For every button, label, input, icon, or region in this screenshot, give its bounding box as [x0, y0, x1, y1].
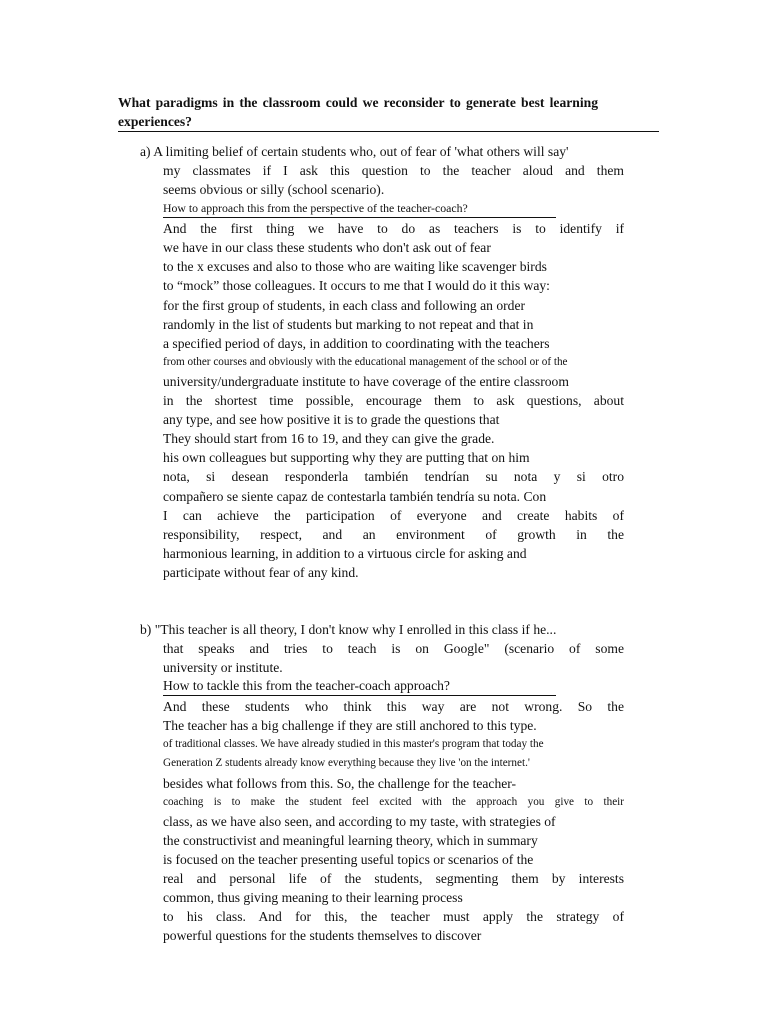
- section-a-body: [163, 161, 624, 582]
- text-line: to “mock” those colleagues. It occurs to me that I would do it this way:: [163, 278, 550, 294]
- text-line: The teacher has a big challenge if they are still anchored to this type.: [163, 718, 537, 734]
- text-line: And the first thing we have to do as teachers is to identify if: [163, 221, 624, 237]
- text-line: to the x excuses and also to those who are waiting like scavenger birds: [163, 259, 547, 275]
- text-line: from other courses and obviously with the educational management of the school or of the: [163, 355, 568, 368]
- text-line: compañero se siente capaz de contestarla también tendría su nota. Con: [163, 488, 547, 504]
- text-line: we have in our class these students who don't ask out of fear: [163, 240, 491, 256]
- text-line: of traditional classes. We have already studied in this master's program that today the: [163, 738, 544, 751]
- text-line: the constructivist and meaningful learning theory, which in summary: [163, 832, 538, 848]
- section-a-subheading: How to approach this from the perspective of the teacher-coach?: [163, 199, 556, 218]
- text-line: participate without fear of any kind.: [163, 564, 359, 580]
- text-line: real and personal life of the students, segmenting them by interests: [163, 871, 624, 887]
- heading-rule: [118, 131, 659, 132]
- section-b-first-line: b) "This teacher is all theory, I don't know why I enrolled in this class if he...: [140, 622, 557, 637]
- text-line: university or institute.: [163, 660, 283, 676]
- text-line: his own colleagues but supporting why they are putting that on him: [163, 450, 530, 466]
- text-line: class, as we have also seen, and according to my taste, with strategies of: [163, 813, 556, 829]
- text-line: for the first group of students, in each class and following an order: [163, 297, 526, 313]
- text-line: in the shortest time possible, encourage them to ask questions, about: [163, 393, 624, 409]
- text-line: I can achieve the participation of everyone and create habits of: [163, 507, 624, 523]
- text-line: university/undergraduate institute to have coverage of the entire classroom: [163, 373, 569, 389]
- text-line: to his class. And for this, the teacher must apply the strategy of: [163, 909, 624, 925]
- text-line: responsibility, respect, and an environment of growth in the: [163, 526, 624, 542]
- text-line: They should start from 16 to 19, and they can give the grade.: [163, 431, 495, 447]
- section-b-body: [163, 639, 624, 945]
- text-line: is focused on the teacher presenting useful topics or scenarios of the: [163, 851, 534, 867]
- text-line: And these students who think this way are not wrong. So the: [163, 699, 624, 715]
- text-line: seems obvious or silly (school scenario).: [163, 182, 385, 198]
- text-line: powerful questions for the students themselves to discover: [163, 928, 482, 944]
- document-heading: What paradigms in the classroom could we reconsider to generate best learning experiences?: [118, 95, 598, 129]
- text-line: common, thus giving meaning to their learning process: [163, 890, 463, 906]
- text-line: Generation Z students already know everything because they live 'on the internet.': [163, 757, 530, 770]
- text-line: besides what follows from this. So, the challenge for the teacher-: [163, 775, 517, 791]
- text-line: any type, and see how positive it is to grade the questions that: [163, 412, 500, 428]
- text-line: coaching is to make the student feel excited with the approach you give to their: [163, 795, 624, 808]
- section-a-first-line: a) A limiting belief of certain students who, out of fear of 'what others will say': [140, 144, 569, 159]
- text-line: my classmates if I ask this question to the teacher aloud and them: [163, 163, 624, 178]
- text-line: that speaks and tries to teach is on Google" (scenario of some: [163, 641, 624, 656]
- section-b-subheading: How to tackle this from the teacher-coach approach?: [163, 677, 556, 696]
- text-line: nota, si desean responderla también tendrían su nota y si otro: [163, 469, 624, 485]
- text-line: a specified period of days, in addition to coordinating with the teachers: [163, 335, 550, 351]
- text-line: harmonious learning, in addition to a virtuous circle for asking and: [163, 545, 527, 561]
- text-line: randomly in the list of students but marking to not repeat and that in: [163, 316, 534, 332]
